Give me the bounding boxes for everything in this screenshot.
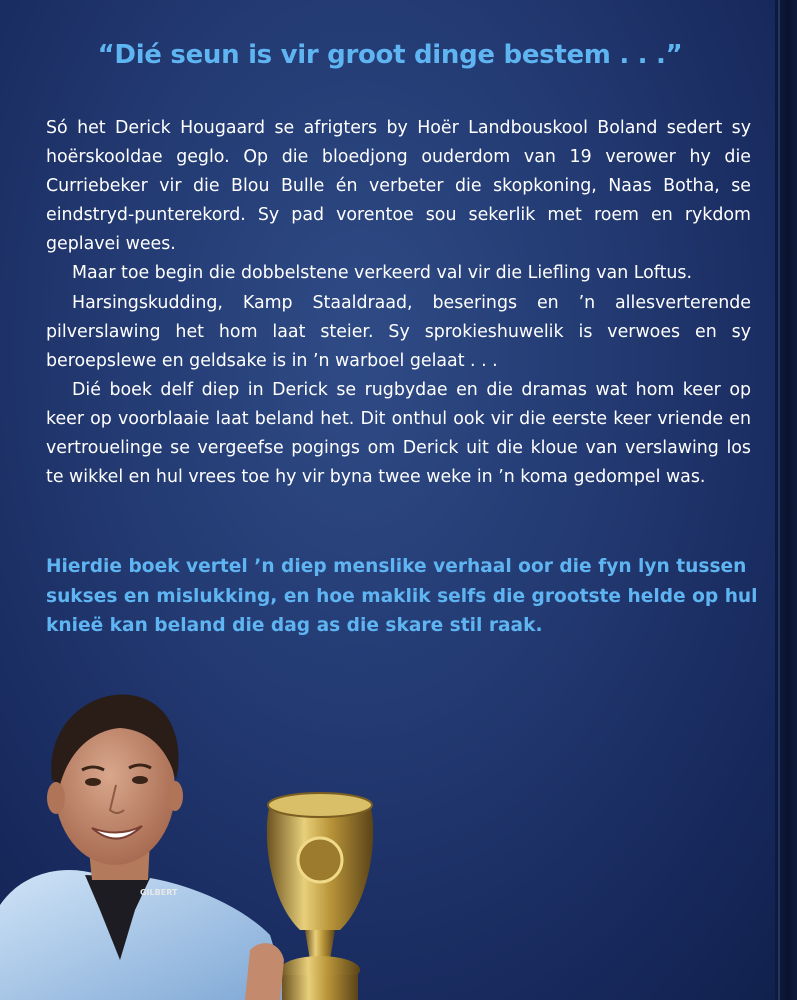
blurb-paragraph: Só het Derick Hougaard se afrigters by Hoër Landbouskool Boland sedert sy hoërskooldae geglo. Op die bloedjong ouderdom van 19 verower hy die Curriebeker vir die Blou Bulle én verbeter die skopkoning, Naas Botha, se eindstryd-punterekord. Sy pad vorentoe sou sekerlik met roem en rykdom geplavei wees. (46, 118, 751, 255)
blurb-paragraph: Maar toe begin die dobbelstene verkeerd val vir die Liefling van Loftus. (72, 263, 693, 284)
blurb-paragraph: Dié boek delf diep in Derick se rugbydae en die dramas wat hom keer op keer op voorblaaie laat beland het. Dit onthul ook vir die eerste keer vriende en vertrouelinge se vergeefse pogings om Derick uit die kloue van verslawing los te wikkel en hul vrees toe hy vir byna twee weke in ’n koma gedompel was. (46, 379, 751, 488)
blurb-body (46, 114, 751, 492)
blurb-closing-statement (46, 552, 761, 641)
book-spine-edge (775, 0, 797, 1000)
collar-brand-text: GILBERT (140, 888, 178, 897)
closing-line: sukses en mislukking, en hoe maklik selfs die grootste helde op hul (46, 585, 758, 607)
blurb-paragraph: Harsingskudding, Kamp Staaldraad, beserings en ’n allesverterende pilverslawing het hom laat steier. Sy sprokieshuwelik is verwoes en sy beroepslewe en geldsake is in ’n warboel gelaat . . . (46, 292, 751, 371)
player-with-trophy-photo (0, 670, 400, 1000)
closing-line: Hierdie boek vertel ’n diep menslike verhaal oor die fyn lyn tussen (46, 556, 747, 577)
cover-headline-quote: “Dié seun is vir groot dinge bestem . . .” (97, 40, 683, 70)
closing-line: knieë kan beland die dag as die skare stil raak. (46, 615, 543, 637)
